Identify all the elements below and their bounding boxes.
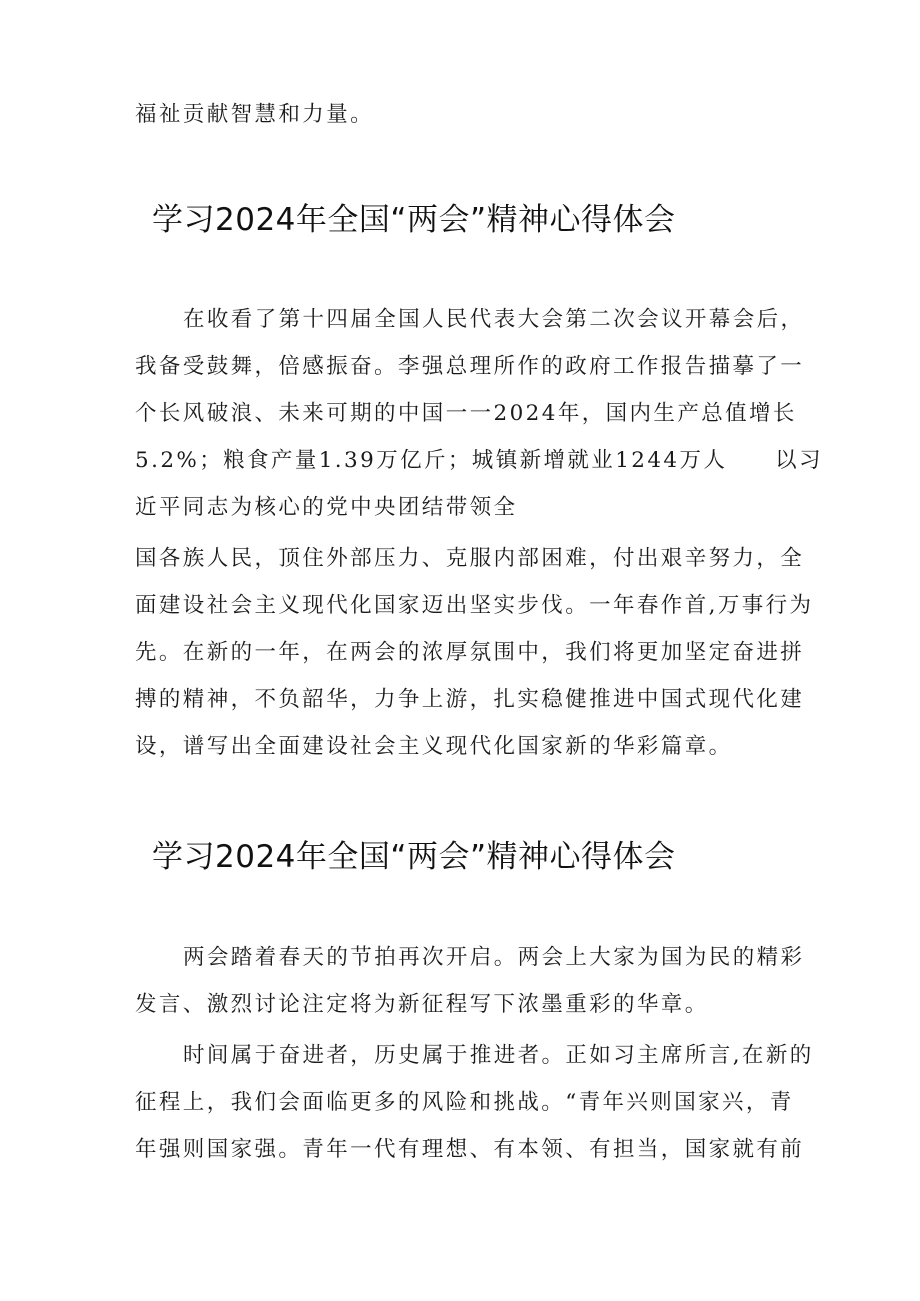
section1-line-3: 个长风破浪、未来可期的中国一一2024年，国内生产总值增长 <box>135 401 797 426</box>
section2-line-1: 两会踏着春天的节拍再次开启。两会上大家为国为民的精彩 <box>183 945 805 970</box>
section1-line-2: 我备受鼓舞，倍感振奋。李强总理所作的政府工作报告描摹了一 <box>135 354 805 379</box>
intro-line: 福祉贡献智慧和力量。 <box>135 102 375 127</box>
section1-line-1: 在收看了第十四届全国人民代表大会第二次会议开幕会后， <box>183 307 805 332</box>
section2-title: 学习2024年全国“两会”精神心得体会 <box>152 839 676 875</box>
section1-line-6: 国各族人民，顶住外部压力、克服内部困难，付出艰辛努力，全 <box>135 546 805 571</box>
section2-line-2: 发言、激烈讨论注定将为新征程写下浓墨重彩的华章。 <box>135 992 709 1017</box>
section1-line-4: 5.2%；粮食产量1.39万亿斤；城镇新增就业1244万人 以习 <box>135 448 823 473</box>
section1-line-10: 设，谱写出全面建设社会主义现代化国家新的华彩篇章。 <box>135 734 733 759</box>
section1-line-7: 面建设社会主义现代化国家迈出坚实步伐。一年春作首,万事行为 <box>135 593 814 618</box>
section2-line-5: 年强则国家强。青年一代有理想、有本领、有担当，国家就有前 <box>135 1137 805 1162</box>
section1-title: 学习2024年全国“两会”精神心得体会 <box>152 202 676 238</box>
section1-line-8: 先。在新的一年，在两会的浓厚氛围中，我们将更加坚定奋进拼 <box>135 640 805 665</box>
section1-line-5: 近平同志为核心的党中央团结带领全 <box>135 495 518 520</box>
section2-line-4: 征程上，我们会面临更多的风险和挑战。“青年兴则国家兴，青 <box>135 1090 794 1115</box>
section1-line-9: 搏的精神，不负韶华，力争上游，扎实稳健推进中国式现代化建 <box>135 687 805 712</box>
section2-line-3: 时间属于奋进者，历史属于推进者。正如习主席所言,在新的 <box>183 1043 814 1068</box>
